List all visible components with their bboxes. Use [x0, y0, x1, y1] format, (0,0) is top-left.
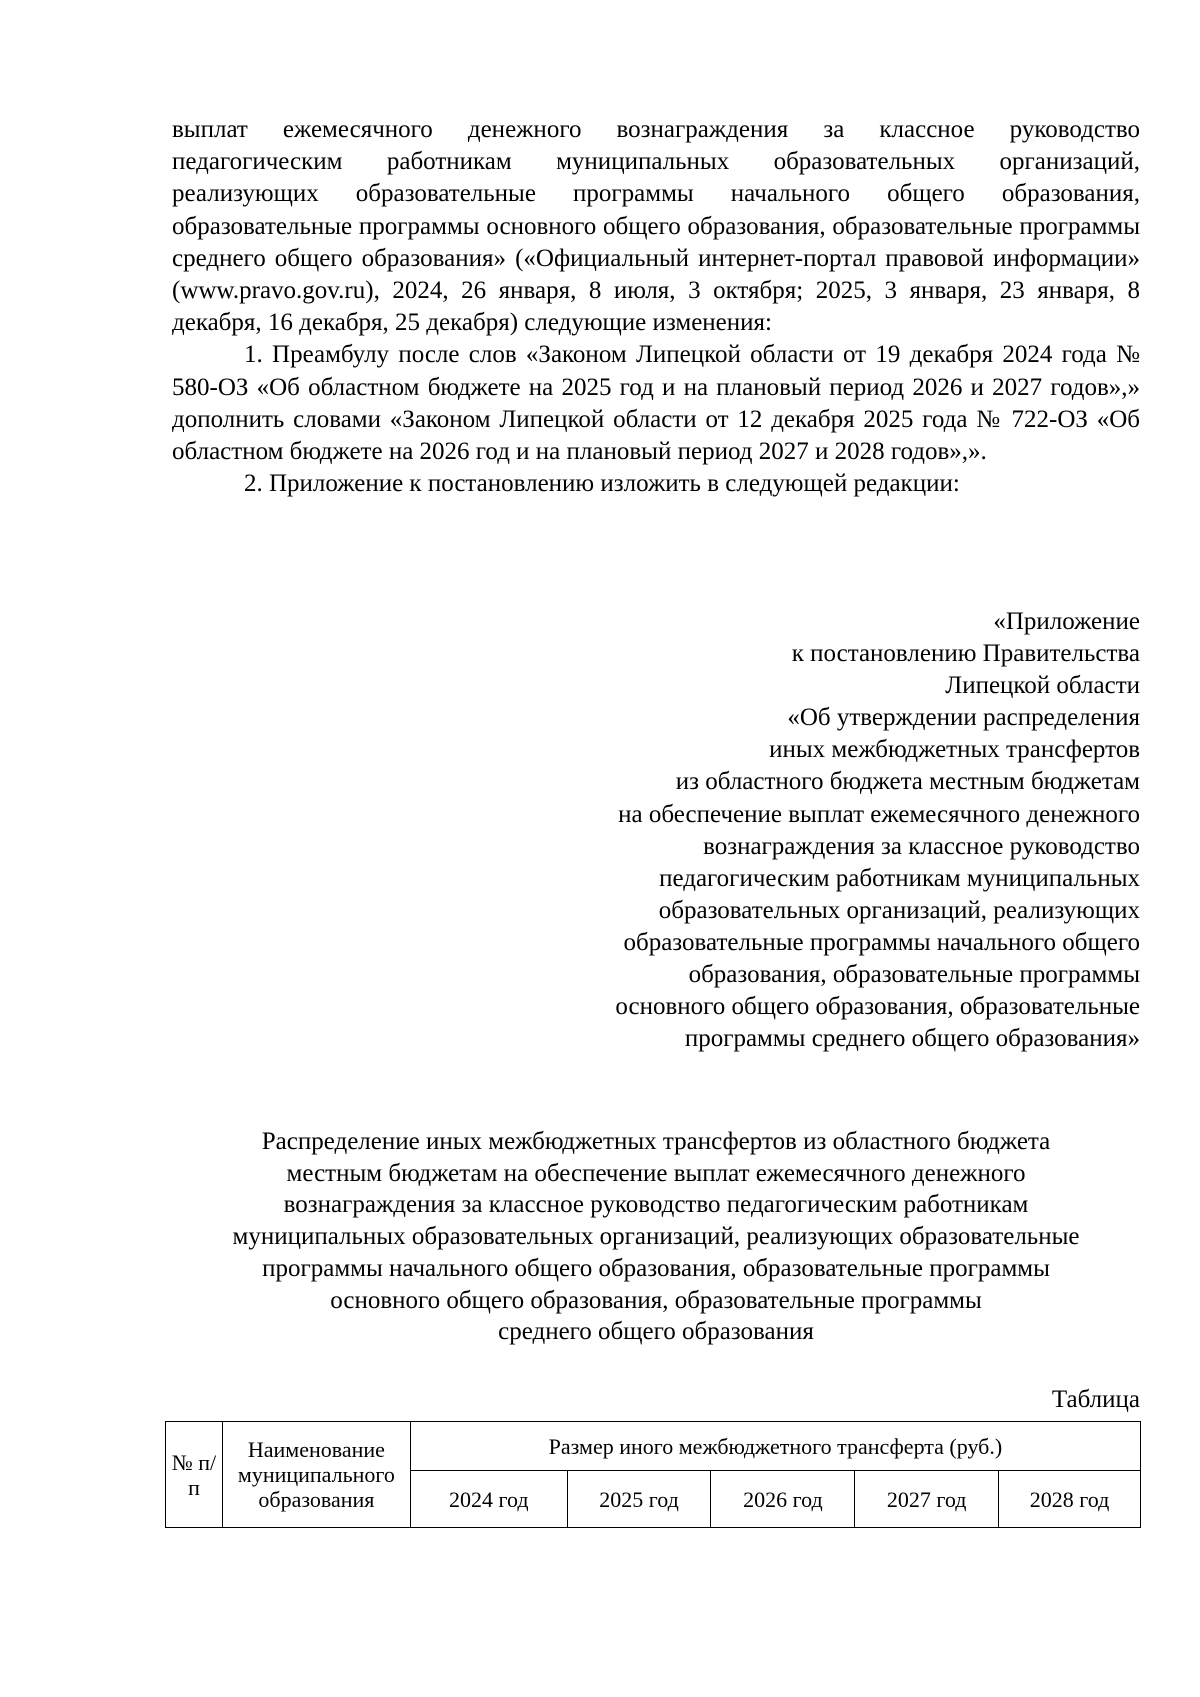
title-line: муниципальных образовательных организаций, реализующих образовательные: [232, 1223, 1080, 1251]
header-number: № п/п: [166, 1422, 223, 1528]
appendix-line: на обеспечение выплат ежемесячного денежного: [618, 800, 1140, 828]
appendix-line: «Приложение: [993, 608, 1140, 635]
table-caption: Таблица: [1051, 1386, 1140, 1413]
appendix-line: образовательных организаций, реализующих: [658, 896, 1140, 924]
header-year: 2025 год: [567, 1471, 711, 1528]
title-line: Распределение иных межбюджетных трансфертов из областного бюджета: [261, 1128, 1051, 1155]
header-year: 2027 год: [855, 1471, 999, 1528]
header-year: 2024 год: [410, 1471, 567, 1528]
title-line: среднего общего образования: [498, 1318, 814, 1346]
appendix-line: «Об утверждении распределения: [787, 704, 1140, 732]
amendment-item-1: 1. Преамбулу после слов «Законом Липецкой области от 19 декабря 2024 года № 580-ОЗ «Об областном бюджете на 2025 год и на плановый период 2026 и 2027 годов»,» дополнить словами «Законом Липецкой области от 12 декабря 2025 года № 722-ОЗ «Об областном бюджете на 2026 год и на плановый период 2027 и 2028 годов»,».: [172, 341, 1140, 466]
appendix-line: из областного бюджета местным бюджетам: [675, 768, 1140, 796]
amendment-text: [172, 114, 1140, 500]
distribution-table: [165, 1421, 1141, 1528]
appendix-header: [520, 606, 1140, 1055]
header-municipality: Наименование муниципального образования: [222, 1422, 410, 1528]
appendix-line: основного общего образования, образовательные: [615, 993, 1140, 1021]
header-year: 2026 год: [711, 1471, 855, 1528]
title-line: программы начального общего образования, образовательные программы: [262, 1254, 1050, 1282]
title-line: местным бюджетам на обеспечение выплат ежемесячного денежного: [286, 1159, 1026, 1187]
continuation-paragraph: выплат ежемесячного денежного вознаграждения за классное руководство педагогическим работникам муниципальных образовательных организаций, реализующих образовательные программы начального общего образования, образовательные программы основного общего образования, образовательные программы среднего общего образования» («Официальный интернет-портал правовой информации» (www.pravo.gov.ru), 2024, 26 января, 8 июля, 3 октября; 2025, 3 января, 23 января, 8 декабря, 16 декабря, 25 декабря) следующие изменения:: [172, 116, 1140, 337]
title-line: вознаграждения за классное руководство педагогическим работникам: [283, 1191, 1029, 1219]
appendix-line: педагогическим работникам муниципальных: [659, 864, 1140, 892]
appendix-line: программы среднего общего образования»: [684, 1025, 1140, 1053]
appendix-line: Липецкой области: [945, 672, 1140, 700]
title-line: основного общего образования, образовательные программы: [330, 1286, 982, 1314]
appendix-line: образования, образовательные программы: [688, 961, 1140, 989]
header-year: 2028 год: [999, 1471, 1141, 1528]
header-transfer-amount: Размер иного межбюджетного трансферта (руб.): [410, 1422, 1140, 1471]
appendix-line: к постановлению Правительства: [791, 640, 1140, 668]
amendment-item-2: 2. Приложение к постановлению изложить в следующей редакции:: [244, 470, 960, 498]
appendix-line: иных межбюджетных трансфертов: [769, 736, 1140, 764]
appendix-line: образовательные программы начального общего: [623, 928, 1140, 956]
distribution-title: [160, 1126, 1152, 1348]
appendix-line: вознаграждения за классное руководство: [703, 832, 1140, 860]
